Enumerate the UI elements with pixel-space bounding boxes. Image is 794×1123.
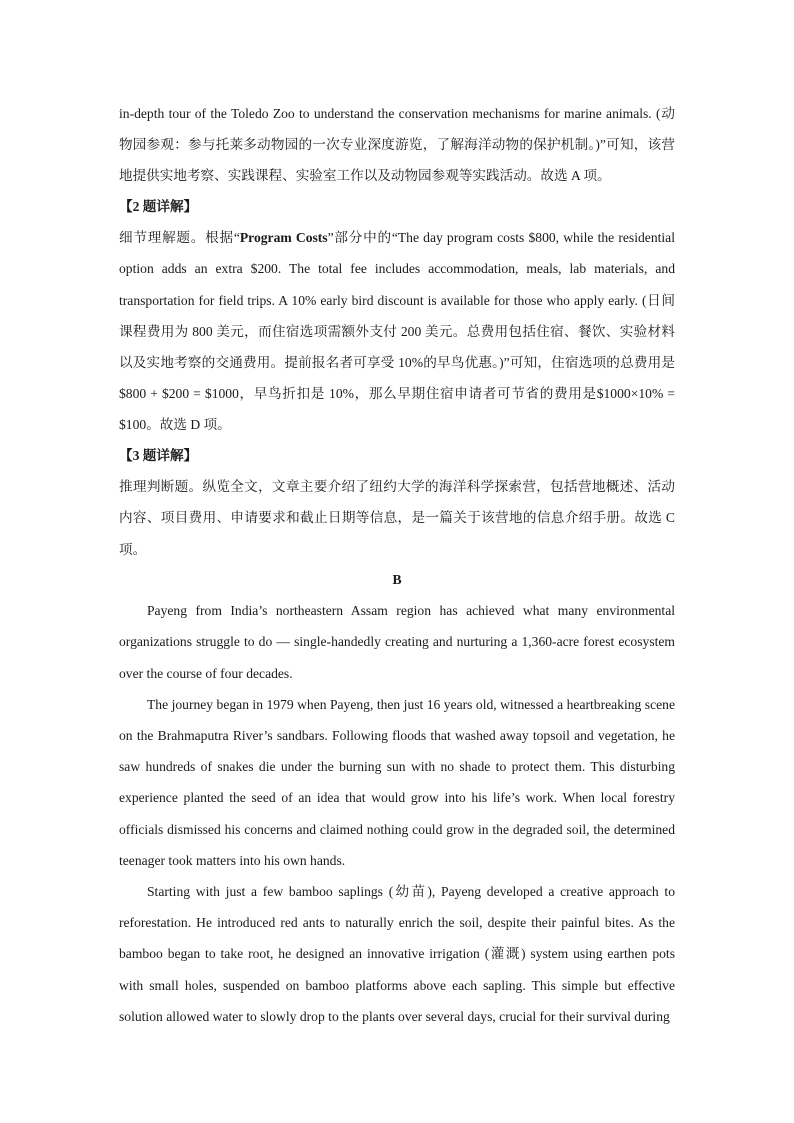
section-b	[119, 564, 675, 1032]
passage-paragraph-3: Starting with just a few bamboo saplings (幼苗), Payeng developed a creative approach to reforestation. He introduced red ants to naturally enrich the soil, despite their painful bites. As the bamboo began to take root, he designed an innovative irrigation (灌溉) system using earthen pots with small holes, suspended on bamboo platforms above each sapling. This simple but effective solution allowed water to slowly drop to the plants over several days, crucial for their survival during	[119, 884, 675, 1024]
passage-paragraph-2: The journey began in 1979 when Payeng, then just 16 years old, witnessed a heartbreaking scene on the Brahmaputra River’s sandbars. Following floods that washed away topsoil and vegetation, he saw hundreds of snakes die under the burning sun with no shade to protect them. This disturbing experience planted the seed of an idea that would grow into his life’s work. When local forestry officials dismissed his concerns and claimed nothing could grow in the degraded soil, the determined teenager took matters into his own hands.	[119, 696, 675, 868]
q2-heading: 【2 题详解】	[119, 199, 198, 214]
q2-intro: 细节理解题。根据“	[119, 230, 240, 246]
answer-part-1	[119, 98, 675, 192]
q2-bold-term: Program Costs	[239, 230, 328, 246]
q2-paragraph	[119, 222, 675, 440]
q3-paragraph: 推理判断题。纵览全文，文章主要介绍了纽约大学的海洋科学探索营，包括营地概述、活动内容、项目费用、申请要求和截止日期等信息，是一篇关于该营地的信息介绍手册。故选 C 项。	[119, 479, 675, 557]
q3-heading: 【3 题详解】	[119, 448, 198, 463]
question-2-section	[119, 191, 675, 441]
passage-paragraph-1: Payeng from India’s northeastern Assam region has achieved what many environmental organizations struggle to do — single-handedly creating and nurturing a 1,360-acre forest ecosystem over the course of four decades.	[119, 603, 675, 681]
section-b-label: B	[392, 572, 402, 587]
answer-1-paragraph: in-depth tour of the Toledo Zoo to understand the conservation mechanisms for marine animals. (动物园参观：参与托莱多动物园的一次专业深度游览，了解海洋动物的保护机制。)”可知，该营地提供实地考察、实践课程、实验室工作以及动物园参观等实践活动。故选 A 项。	[119, 106, 675, 184]
q2-body: ”部分中的“The day program costs $800, while the residential option adds an extra $200. The total fee includes accommodation, meals, lab materials, and transportation for field trips. A 10% early bird discount is available for those who apply early. (日间课程费用为 800 美元，而住宿选项需额外支付 200 美元。总费用包括住宿、餐饮、实验材料以及实地考察的交通费用。提前报名者可享受 10%的早鸟优惠。)”可知，住宿选项的总费用是$800 + $200 = $1000，早鸟折扣是 10%，那么早期住宿申请者可节省的费用是$1000×10% = $100。故选 D 项。	[119, 230, 675, 433]
question-3-section	[119, 440, 675, 565]
